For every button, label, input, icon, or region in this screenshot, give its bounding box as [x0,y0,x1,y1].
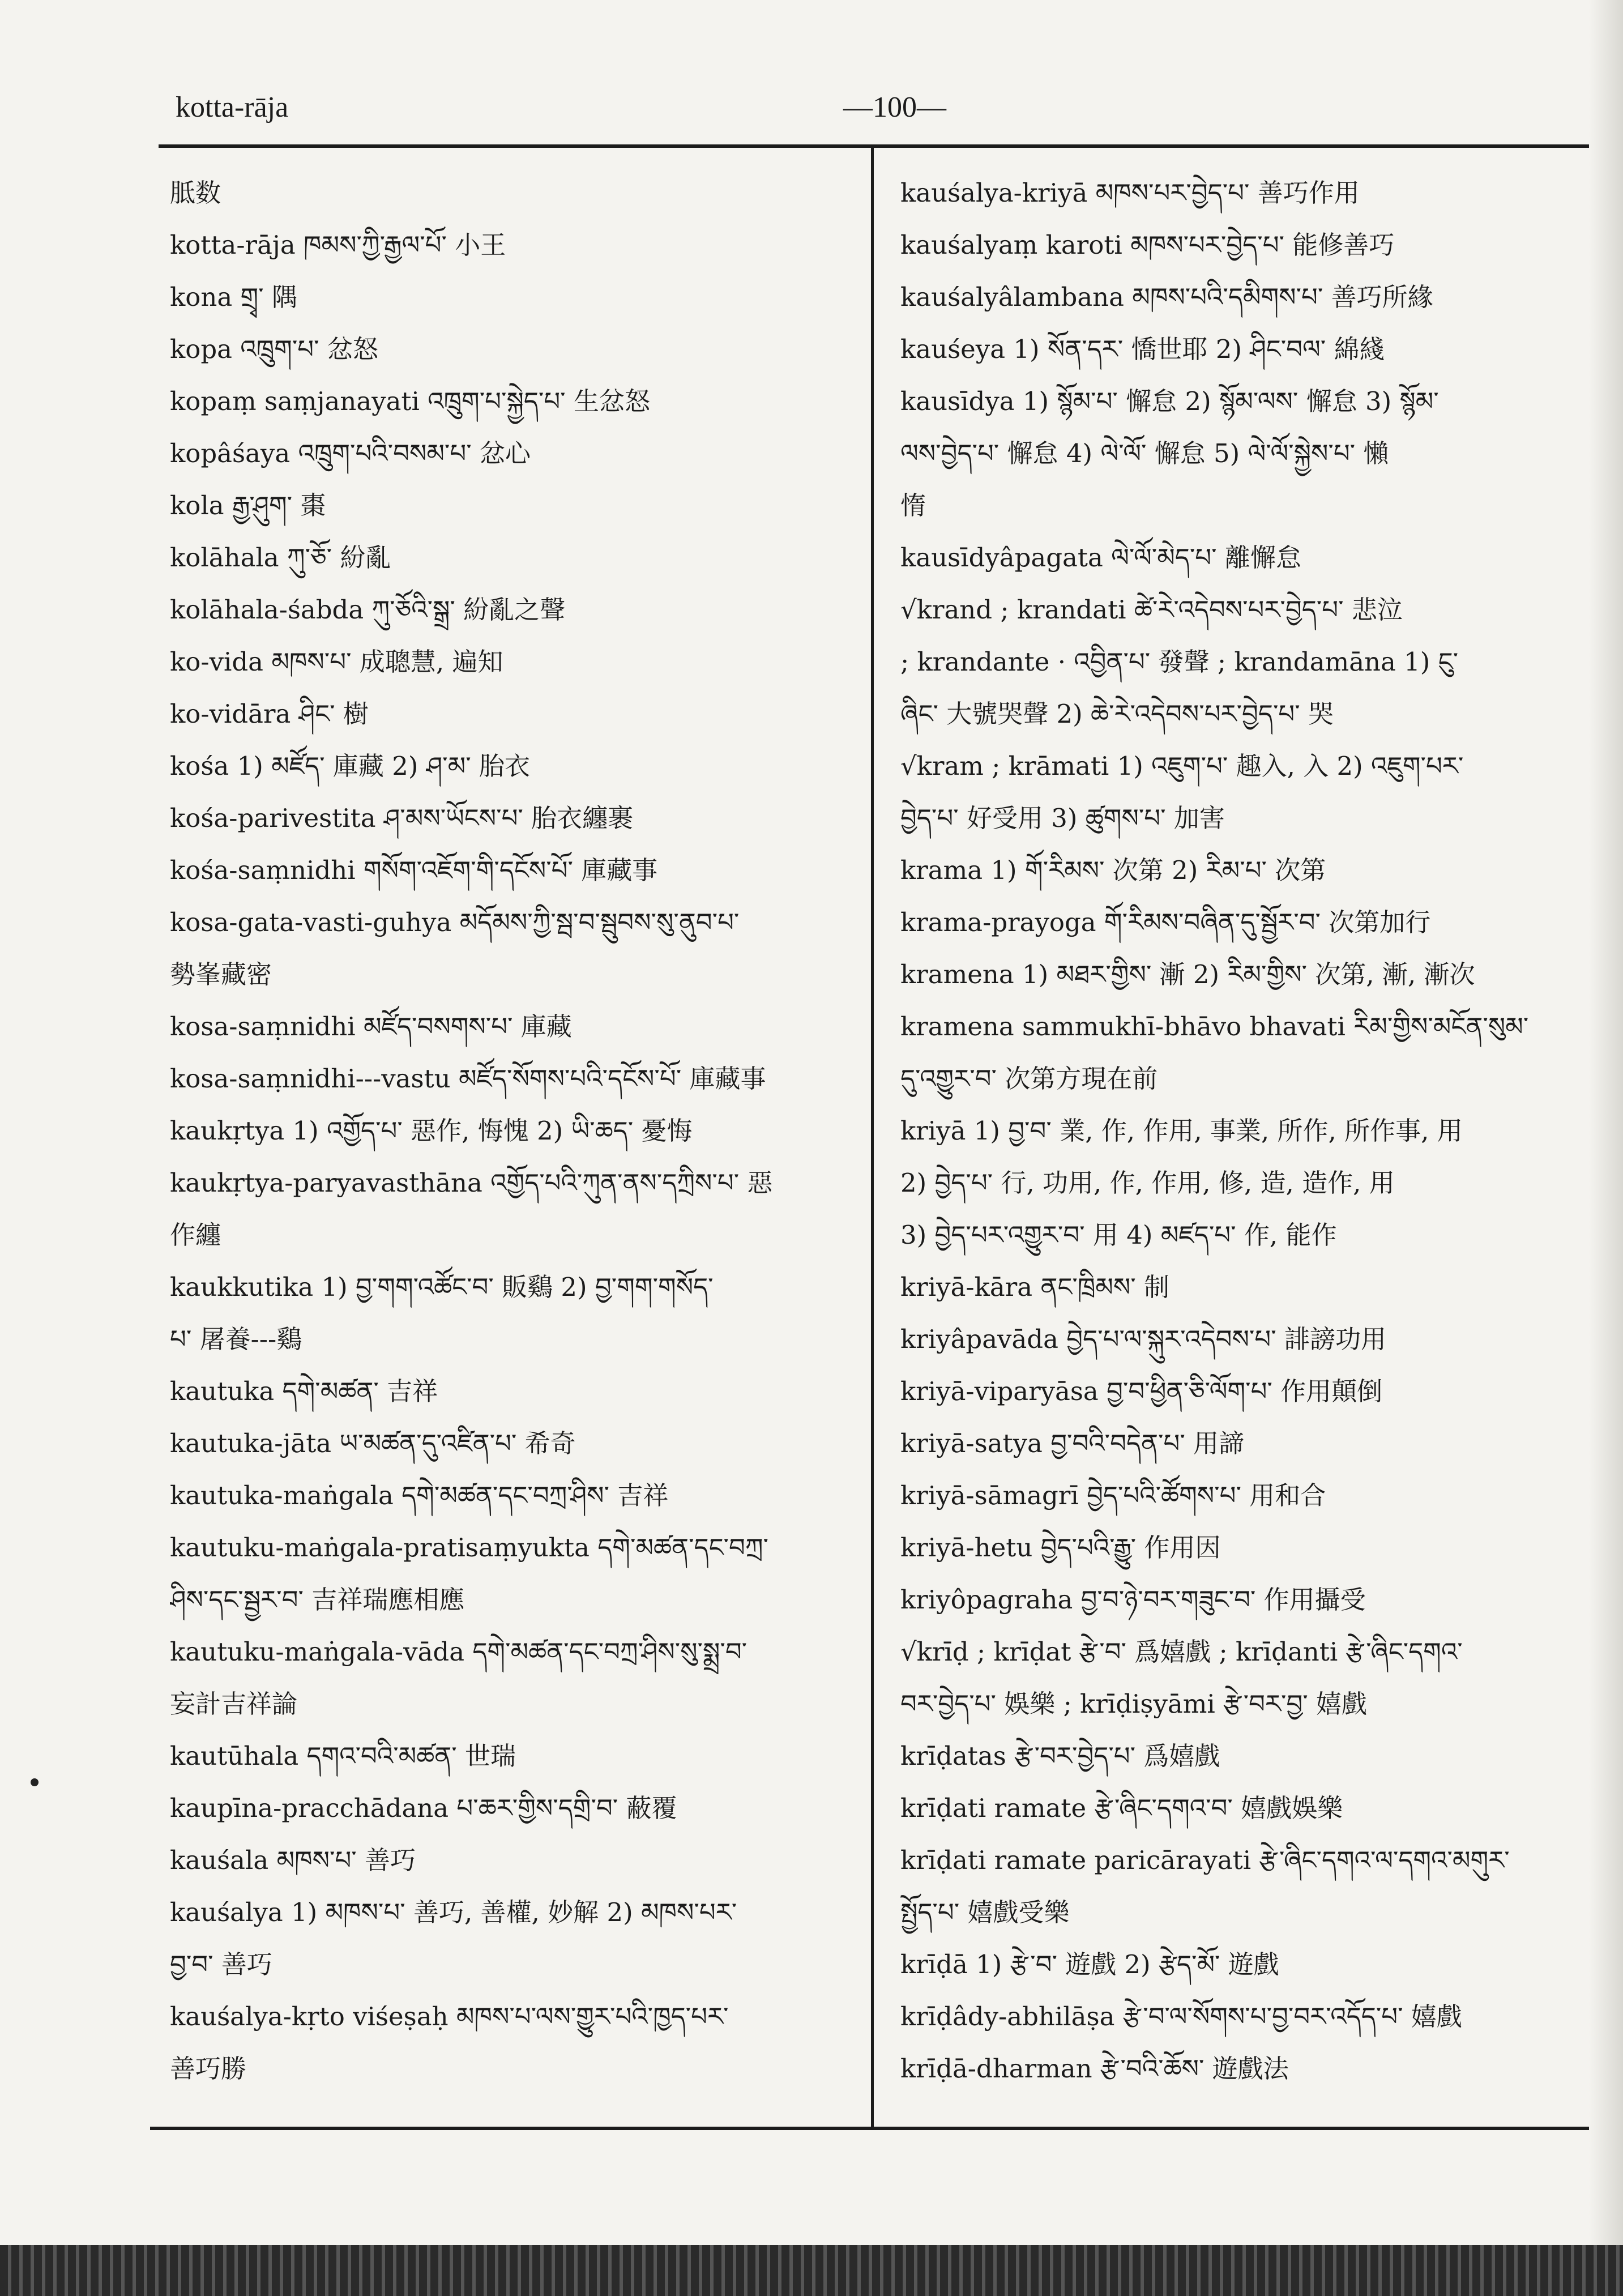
entry-line: √krand ; krandati ཚེ་རེ་འདེབས་པར་བྱེད་པ་ 悲泣 [900,595,1403,625]
entry-line: ཤིས་དང་སྦྱར་བ་ 吉祥瑞應相應 [170,1585,465,1615]
bottom-rule [150,2127,1600,2130]
right-column [900,167,1591,2095]
page-number: —100— [843,91,946,123]
entry-line: kosa-saṃnidhi མཛོད་བསགས་པ་ 庫藏 [170,1012,572,1042]
entry-line: kopa འཁྲུག་པ་ 忿怒 [170,334,378,364]
entry-line: kautuku-maṅgala-vāda དགེ་མཚན་དང་བཀྲ་ཤིས་སུ་སྨྲ་བ་ [170,1637,748,1667]
running-head: kotta-rāja [176,91,289,123]
entry-line: kautuka-maṅgala དགེ་མཚན་དང་བཀྲ་ཤིས་ 吉祥 [170,1480,669,1510]
scan-edge-shadow [1589,0,1623,2296]
scan-bottom-edge [0,2245,1623,2296]
entry-line: kolāhala-śabda ཀུ་ཅོའི་སྒྲ་ 紛亂之聲 [170,595,566,625]
entry-line: kona གྲྭ་ 隅 [170,282,297,312]
entry-line: kriyôpagraha བྱ་བ་ཉེ་བར་གཟུང་བ་ 作用攝受 [900,1585,1366,1615]
entry-line: kautuka-jāta ཡ་མཚན་དུ་འཛིན་པ་ 希奇 [170,1428,576,1458]
entry-line: ལས་བྱེད་པ་ 懈怠 4) ལེ་ལོ་ 懈怠 5) ལེ་ལོ་སྐྱེས་པ་ 懶 [900,438,1389,468]
entry-line: 勢峯藏密 [170,959,272,989]
entry-line: kauśeya 1) སོན་དར་ 憍世耶 2) ཤིང་བལ་ 綿綫 [900,334,1385,364]
entry-line: kausīdyâpagata ལེ་ལོ་མེད་པ་ 離懈怠 [900,543,1301,573]
entry-line: kautūhala དགའ་བའི་མཚན་ 世瑞 [170,1741,516,1771]
entry-line: kotta-rāja ཁམས་ཀྱི་རྒྱལ་པོ་ 小王 [170,230,506,260]
entry-line: བྱ་བ་ 善巧 [170,1949,272,1979]
entry-line: 善巧勝 [170,2054,247,2084]
top-rule [159,144,1591,148]
entry-line: kauśalya-kṛto viśeṣaḥ མཁས་པ་ལས་གྱུར་པའི་ཁྱད་པར་ [170,2001,729,2032]
entry-line: kośa-parivestita ཤ་མས་ཡོངས་པ་ 胎衣纏裹 [170,803,634,833]
entry-line: kriyā-hetu བྱེད་པའི་རྒྱུ་ 作用因 [900,1533,1221,1563]
entry-line: kriyā 1) བྱ་བ་ 業, 作, 作用, 事業, 所作, 所作事, 用 [900,1116,1463,1146]
entry-line: kriyā-sāmagrī བྱེད་པའི་ཚོགས་པ་ 用和合 [900,1480,1326,1510]
entry-line: 2) བྱེད་པ་ 行, 功用, 作, 作用, 修, 造, 造作, 用 [900,1168,1395,1198]
left-column [170,167,861,2095]
entry-line: kriyā-viparyāsa བྱ་བ་ཕྱིན་ཅི་ལོག་པ་ 作用顛倒 [900,1376,1383,1406]
entry-line: kośa 1) མཛོད་ 庫藏 2) ཤ་མ་ 胎衣 [170,751,530,781]
entry-line: kauśalyâlambana མཁས་པའི་དམིགས་པ་ 善巧所緣 [900,282,1433,312]
entry-line: ; krandante · འབྱིན་པ་ 發聲 ; krandamāna 1) ངུ་ [900,647,1459,677]
entry-line: kauśala མཁས་པ་ 善巧 [170,1845,416,1875]
entry-line: 胝数 [170,178,221,208]
entry-line: kramena sammukhī-bhāvo bhavati རིམ་གྱིས་མངོན་སུམ་ [900,1012,1529,1042]
entry-line: krama-prayoga གོ་རིམས་བཞིན་དུ་སྦྱོར་བ་ 次第加行 [900,907,1431,937]
entry-line: kriyâpavāda བྱེད་པ་ལ་སྐུར་འདེབས་པ་ 誹謗功用 [900,1324,1386,1354]
entry-line: 作纏 [170,1220,221,1250]
entry-line: kauśalyaṃ karoti མཁས་པར་བྱེད་པ་ 能修善巧 [900,230,1395,260]
entry-line: krīḍati ramate paricārayati རྩེ་ཞིང་དགའ་ལ་དགའ་མགུར་ [900,1845,1510,1875]
entry-line: krīḍā-dharman རྩེ་བའི་ཆོས་ 遊戲法 [900,2054,1289,2084]
entry-line: kolāhala ཀུ་ཅོ་ 紛亂 [170,543,391,573]
entry-line: པ་ 屠養---鷄 [170,1324,302,1354]
entry-line: 惰 [900,490,926,520]
entry-line: ko-vidāra ཤིང་ 樹 [170,699,369,729]
entry-line: kola རྒྱ་ཤུག་ 棗 [170,490,326,520]
entry-line: ko-vida མཁས་པ་ 成聰慧, 遍知 [170,647,503,677]
entry-line: kauśalya 1) མཁས་པ་ 善巧, 善權, 妙解 2) མཁས་པར་ [170,1897,737,1927]
entry-line: krīḍatas རྩེ་བར་བྱེད་པ་ 爲嬉戲 [900,1741,1220,1771]
entry-line: kosa-gata-vasti-guhya མདོམས་ཀྱི་སྦ་བ་སྦུབས་སུ་ནུབ་པ་ [170,907,740,937]
entry-line: kopâśaya འཁྲུག་པའི་བསམ་པ་ 忿心 [170,438,531,468]
entry-line: kriyā-satya བྱ་བའི་བདེན་པ་ 用諦 [900,1428,1245,1458]
entry-line: kauśalya-kriyā མཁས་པར་བྱེད་པ་ 善巧作用 [900,178,1360,208]
entry-line: kautuku-maṅgala-pratisaṃyukta དགེ་མཚན་དང་བཀྲ་ [170,1533,768,1563]
entry-line: kaupīna-pracchādana པ་ཆར་གྱིས་དགྲི་བ་ 蔽覆 [170,1793,677,1823]
entry-line: 3) བྱེད་པར་འགྱུར་བ་ 用 4) མཛད་པ་ 作, 能作 [900,1220,1337,1250]
entry-line: 妄計吉祥論 [170,1689,298,1719]
scan-speck [31,1778,39,1786]
entry-line: krīḍati ramate རྩེ་ཞིང་དགའ་བ་ 嬉戲娛樂 [900,1793,1343,1823]
entry-line: བར་བྱེད་པ་ 娛樂 ; krīḍiṣyāmi རྩེ་བར་བྱ་ 嬉戲 [900,1689,1368,1719]
entry-line: krīḍâdy-abhilāṣa རྩེ་བ་ལ་སོགས་པ་བྱ་བར་འདོད་པ་ 嬉戲 [900,2001,1462,2032]
entry-line: kriyā-kāra ནང་ཁྲིམས་ 制 [900,1272,1170,1302]
entry-line: སྤྱོད་པ་ 嬉戲受樂 [900,1897,1070,1927]
entry-line: kosa-saṃnidhi---vastu མཛོད་སོགས་པའི་དངོས་པོ་ 庫藏事 [170,1064,766,1094]
entry-line: kośa-saṃnidhi གསོག་འཇོག་གི་དངོས་པོ་ 庫藏事 [170,855,658,885]
column-divider [871,144,874,2129]
entry-line: kaukkutika 1) བྱ་གག་འཚོང་བ་ 販鷄 2) བྱ་གག་གསོད་ [170,1272,714,1302]
entry-line: དུ་འགྱུར་བ་ 次第方現在前 [900,1064,1158,1094]
entry-line: ཞིང་ 大號哭聲 2) ཆེ་རེ་འདེབས་པར་བྱེད་པ་ 哭 [900,699,1334,729]
entry-line: √kram ; krāmati 1) འཇུག་པ་ 趣入, 入 2) འཇུག་པར་ [900,751,1464,781]
entry-line: krīḍā 1) རྩེ་བ་ 遊戲 2) རྩེད་མོ་ 遊戲 [900,1949,1279,1979]
entry-line: kaukṛtya-paryavasthāna འགྱོད་པའི་ཀུན་ནས་དཀྲིས་པ་ 惡 [170,1168,773,1198]
entry-line: krama 1) གོ་རིམས་ 次第 2) རིམ་པ་ 次第 [900,855,1326,885]
entry-line: kausīdya 1) སྙོམ་པ་ 懈怠 2) སྙོམ་ལས་ 懈怠 3) སྙོམ་ [900,386,1439,416]
entry-line: kopaṃ saṃjanayati འཁྲུག་པ་སྐྱེད་པ་ 生忿怒 [170,386,650,416]
entry-line: kaukṛtya 1) འགྱོད་པ་ 惡作, 悔愧 2) ཡི་ཆད་ 憂悔 [170,1116,693,1146]
entry-line: kautuka དགེ་མཚན་ 吉祥 [170,1376,438,1406]
entry-line: √krīḍ ; krīḍat རྩེ་བ་ 爲嬉戲 ; krīḍanti རྩེ་ཞིང་དགའ་ [900,1637,1463,1667]
entry-line: བྱེད་པ་ 好受用 3) ཚུགས་པ་ 加害 [900,803,1225,833]
entry-line: kramena 1) མཐར་གྱིས་ 漸 2) རིམ་གྱིས་ 次第, 漸, 漸次 [900,959,1475,989]
